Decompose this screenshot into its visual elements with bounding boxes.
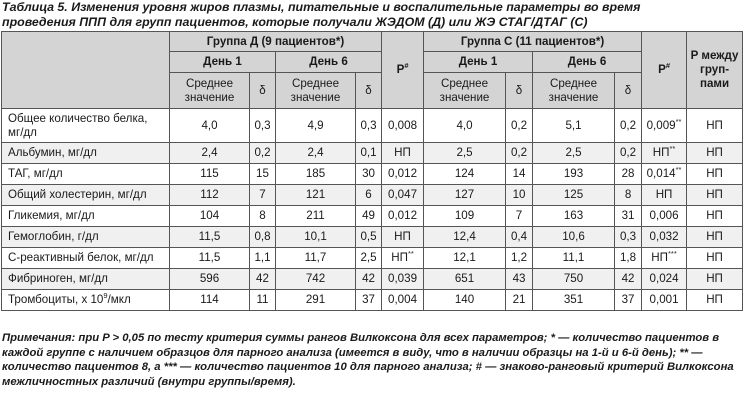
cell-c-day6-delta: 0,2 xyxy=(615,143,642,164)
cell-p-d: 0,039 xyxy=(382,269,424,290)
cell-c-day1-delta: 43 xyxy=(506,269,533,290)
cell-c-day6-mean: 163 xyxy=(533,206,615,227)
cell-d-day6-mean: 4,9 xyxy=(276,109,356,143)
cell-c-day1-delta: 21 xyxy=(506,290,533,311)
cell-c-day1-mean: 2,5 xyxy=(424,143,506,164)
cell-d-day6-delta: 0,5 xyxy=(356,227,382,248)
cell-parameter: Фибриноген, мг/дл xyxy=(2,269,170,290)
header-delta: δ xyxy=(615,73,642,109)
table-row xyxy=(2,143,743,164)
cell-c-day1-mean: 12,4 xyxy=(424,227,506,248)
cell-d-day6-mean: 291 xyxy=(276,290,356,311)
table-row xyxy=(2,206,743,227)
header-mean: Среднее значение xyxy=(533,73,615,109)
cell-d-day6-delta: 42 xyxy=(356,269,382,290)
cell-c-day1-delta: 1,2 xyxy=(506,248,533,269)
header-d-day6: День 6 xyxy=(276,52,382,73)
cell-d-day1-delta: 1,1 xyxy=(250,248,276,269)
header-d-day1: День 1 xyxy=(170,52,276,73)
header-group-d: Группа Д (9 пациентов*) xyxy=(170,32,382,52)
cell-c-day6-delta: 1,8 xyxy=(615,248,642,269)
cell-p-d: НП xyxy=(382,143,424,164)
cell-d-day1-mean: 596 xyxy=(170,269,250,290)
header-group-c: Группа С (11 пациентов*) xyxy=(424,32,642,52)
cell-d-day6-delta: 2,5 xyxy=(356,248,382,269)
cell-parameter: Тромбоциты, x $10^9$/мкл xyxy=(2,290,170,311)
cell-p-d: НП** xyxy=(382,248,424,269)
cell-p-d: 0,008 xyxy=(382,109,424,143)
cell-c-day6-mean: 11,1 xyxy=(533,248,615,269)
table-caption xyxy=(2,0,742,30)
cell-c-day6-mean: 10,6 xyxy=(533,227,615,248)
table-row xyxy=(2,164,743,185)
caption-line-2: проведения ППП для групп пациентов, которые получали ЖЭДОМ (Д) или ЖЭ СТАГ/ДТАГ (С) xyxy=(2,15,588,29)
header-c-day6: День 6 xyxy=(533,52,642,73)
cell-p-c: НП** xyxy=(642,143,687,164)
cell-c-day6-mean: 5,1 xyxy=(533,109,615,143)
cell-d-day1-mean: 11,5 xyxy=(170,227,250,248)
cell-p-c: 0,009** xyxy=(642,109,687,143)
cell-p-d: 0,012 xyxy=(382,206,424,227)
table-row xyxy=(2,290,743,311)
cell-p-between: НП xyxy=(687,269,743,290)
cell-c-day1-mean: 12,1 xyxy=(424,248,506,269)
cell-c-day1-mean: 127 xyxy=(424,185,506,206)
cell-c-day6-mean: 351 xyxy=(533,290,615,311)
cell-c-day6-delta: 28 xyxy=(615,164,642,185)
cell-c-day1-delta: 7 xyxy=(506,206,533,227)
cell-c-day1-delta: 14 xyxy=(506,164,533,185)
cell-p-between: НП xyxy=(687,109,743,143)
cell-p-c: 0,006 xyxy=(642,206,687,227)
cell-d-day6-mean: 211 xyxy=(276,206,356,227)
header-delta: δ xyxy=(250,73,276,109)
cell-d-day1-delta: 8 xyxy=(250,206,276,227)
cell-p-c: НП*** xyxy=(642,248,687,269)
table-row xyxy=(2,269,743,290)
cell-parameter: Общий холестерин, мг/дл xyxy=(2,185,170,206)
table-notes: Примечания: при P > 0,05 по тесту критерия суммы рангов Вилкоксона для всех параметров; * — количество пациентов в каждой группе с наличием образцов для парного анализа (имеется в виду, что в наличии образцы на 1-й и 6-й день); ** — количество пациентов 8, а *** — количество пациентов 10 для парного анализа; # — знаково-ранговый критерий Вилкоксона межличностных различий (внутри группы/время). xyxy=(2,332,734,388)
cell-p-between: НП xyxy=(687,290,743,311)
cell-d-day6-mean: 2,4 xyxy=(276,143,356,164)
cell-d-day1-mean: 2,4 xyxy=(170,143,250,164)
cell-p-between: НП xyxy=(687,206,743,227)
table-row xyxy=(2,185,743,206)
caption-line-1: Таблица 5. Изменения уровня жиров плазмы, питательные и воспалительные параметры во время xyxy=(2,0,641,14)
cell-parameter: Гликемия, мг/дл xyxy=(2,206,170,227)
cell-parameter: Гемоглобин, г/дл xyxy=(2,227,170,248)
cell-d-day1-delta: 15 xyxy=(250,164,276,185)
cell-c-day6-delta: 8 xyxy=(615,185,642,206)
cell-d-day6-delta: 0,3 xyxy=(356,109,382,143)
cell-d-day1-mean: 104 xyxy=(170,206,250,227)
cell-d-day1-delta: 0,3 xyxy=(250,109,276,143)
cell-p-c: НП xyxy=(642,185,687,206)
header-mean: Среднее значение xyxy=(424,73,506,109)
cell-d-day1-mean: 11,5 xyxy=(170,248,250,269)
cell-d-day1-delta: 42 xyxy=(250,269,276,290)
header-empty-cell xyxy=(2,32,170,109)
cell-p-d: 0,012 xyxy=(382,164,424,185)
cell-c-day6-mean: 125 xyxy=(533,185,615,206)
cell-parameter: Общее количество белка, мг/дл xyxy=(2,109,170,143)
cell-d-day6-mean: 121 xyxy=(276,185,356,206)
cell-d-day6-delta: 30 xyxy=(356,164,382,185)
cell-d-day1-mean: 114 xyxy=(170,290,250,311)
header-delta: δ xyxy=(506,73,533,109)
cell-p-between: НП xyxy=(687,248,743,269)
table-row xyxy=(2,248,743,269)
cell-d-day6-mean: 742 xyxy=(276,269,356,290)
cell-d-day6-delta: 6 xyxy=(356,185,382,206)
cell-p-c: 0,032 xyxy=(642,227,687,248)
cell-c-day1-delta: 0,4 xyxy=(506,227,533,248)
cell-p-c: 0,014** xyxy=(642,164,687,185)
cell-c-day6-mean: 750 xyxy=(533,269,615,290)
cell-c-day6-delta: 0,2 xyxy=(615,109,642,143)
cell-c-day6-delta: 31 xyxy=(615,206,642,227)
cell-d-day1-delta: 0,2 xyxy=(250,143,276,164)
cell-d-day6-delta: 37 xyxy=(356,290,382,311)
header-delta: δ xyxy=(356,73,382,109)
cell-d-day1-delta: 0,8 xyxy=(250,227,276,248)
header-p-c: P# xyxy=(642,32,687,109)
cell-c-day1-mean: 140 xyxy=(424,290,506,311)
cell-c-day1-mean: 651 xyxy=(424,269,506,290)
cell-c-day6-delta: 0,3 xyxy=(615,227,642,248)
cell-p-d: 0,004 xyxy=(382,290,424,311)
cell-d-day6-delta: 0,1 xyxy=(356,143,382,164)
header-mean: Среднее значение xyxy=(276,73,356,109)
cell-d-day1-mean: 112 xyxy=(170,185,250,206)
cell-p-c: 0,001 xyxy=(642,290,687,311)
cell-d-day1-mean: 115 xyxy=(170,164,250,185)
cell-c-day6-mean: 193 xyxy=(533,164,615,185)
table-row xyxy=(2,227,743,248)
cell-c-day1-delta: 0,2 xyxy=(506,109,533,143)
cell-p-between: НП xyxy=(687,185,743,206)
cell-parameter: ТАГ, мг/дл xyxy=(2,164,170,185)
cell-c-day6-mean: 2,5 xyxy=(533,143,615,164)
cell-p-c: 0,024 xyxy=(642,269,687,290)
header-p-d: P# xyxy=(382,32,424,109)
cell-c-day1-delta: 0,2 xyxy=(506,143,533,164)
cell-d-day1-delta: 7 xyxy=(250,185,276,206)
cell-d-day6-delta: 49 xyxy=(356,206,382,227)
cell-p-between: НП xyxy=(687,143,743,164)
header-mean: Среднее значение xyxy=(170,73,250,109)
cell-p-between: НП xyxy=(687,227,743,248)
table-row xyxy=(2,109,743,143)
header-row-groups xyxy=(2,32,743,52)
cell-d-day6-mean: 10,1 xyxy=(276,227,356,248)
cell-d-day6-mean: 11,7 xyxy=(276,248,356,269)
cell-c-day1-mean: 4,0 xyxy=(424,109,506,143)
cell-p-between: НП xyxy=(687,164,743,185)
cell-c-day6-delta: 37 xyxy=(615,290,642,311)
cell-parameter: С-реактивный белок, мг/дл xyxy=(2,248,170,269)
header-c-day1: День 1 xyxy=(424,52,533,73)
header-p-between: P между груп-пами xyxy=(687,32,743,109)
cell-p-d: 0,047 xyxy=(382,185,424,206)
cell-c-day6-delta: 42 xyxy=(615,269,642,290)
cell-p-d: НП xyxy=(382,227,424,248)
data-table xyxy=(1,31,743,311)
cell-d-day6-mean: 185 xyxy=(276,164,356,185)
cell-c-day1-mean: 124 xyxy=(424,164,506,185)
cell-d-day1-delta: 11 xyxy=(250,290,276,311)
cell-c-day1-mean: 109 xyxy=(424,206,506,227)
cell-c-day1-delta: 10 xyxy=(506,185,533,206)
cell-d-day1-mean: 4,0 xyxy=(170,109,250,143)
cell-parameter: Альбумин, мг/дл xyxy=(2,143,170,164)
